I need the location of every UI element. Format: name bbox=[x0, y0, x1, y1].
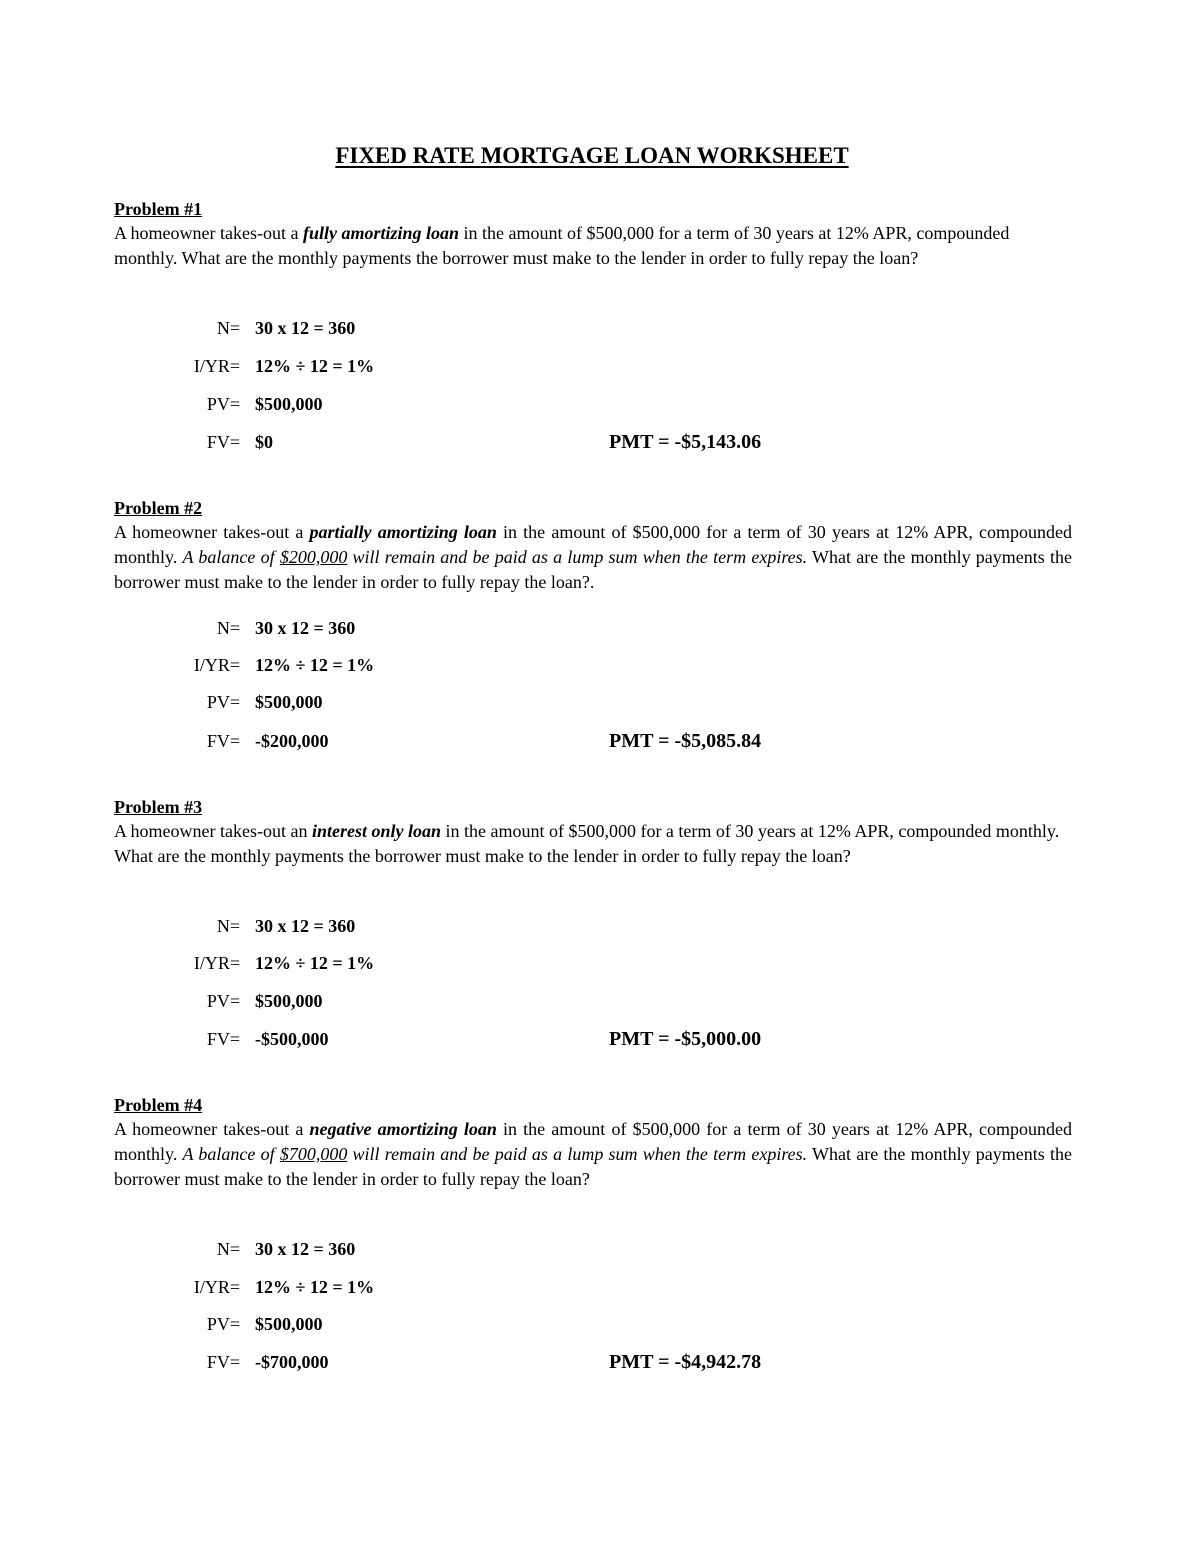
pmt-result: PMT = -$4,942.78 bbox=[609, 1351, 762, 1373]
calc-value: 12% ÷ 12 = 1% bbox=[255, 953, 375, 973]
problem-4 bbox=[114, 1093, 1072, 1192]
calc-label: FV= bbox=[206, 731, 240, 751]
problem-heading: Problem #4 bbox=[114, 1095, 203, 1115]
loan-type: fully amortizing loan bbox=[302, 223, 459, 243]
calc-row-pv bbox=[0, 1314, 1200, 1344]
calc-label: PV= bbox=[206, 692, 240, 712]
calc-row-fv bbox=[0, 1029, 1200, 1059]
problem-3 bbox=[114, 795, 1072, 869]
calc-label: FV= bbox=[206, 1029, 240, 1049]
calc-row-iyr bbox=[0, 655, 1200, 685]
calc-value: $500,000 bbox=[255, 394, 323, 414]
calc-label: N= bbox=[216, 618, 240, 638]
problem-heading: Problem #3 bbox=[114, 797, 203, 817]
calc-row-pv bbox=[0, 394, 1200, 424]
pmt-result: PMT = -$5,085.84 bbox=[609, 730, 762, 752]
problem-text: A homeowner takes-out a partially amortizing loan in the amount of $500,000 for a term of 30 years at 12% APR, compounded monthly. A balance of $200,000 will remain and be paid as a lump sum when the term expires. What are the monthly payments the borrower must make to the lender in order to fully repay the loan?. bbox=[114, 522, 1072, 592]
loan-type: partially amortizing loan bbox=[309, 522, 497, 542]
calc-value: 12% ÷ 12 = 1% bbox=[255, 1277, 375, 1297]
calc-row-iyr bbox=[0, 356, 1200, 386]
calc-value: 30 x 12 = 360 bbox=[255, 318, 356, 338]
calc-row-fv bbox=[0, 1352, 1200, 1382]
loan-type: interest only loan bbox=[311, 821, 441, 841]
balance-amount: $200,000 bbox=[279, 547, 348, 567]
calc-label: N= bbox=[216, 916, 240, 936]
calc-value: 30 x 12 = 360 bbox=[255, 618, 356, 638]
calc-value: -$200,000 bbox=[255, 731, 329, 751]
calc-row-fv bbox=[0, 731, 1200, 761]
calc-value: 30 x 12 = 360 bbox=[255, 1239, 356, 1259]
pmt-result: PMT = -$5,000.00 bbox=[609, 1028, 762, 1050]
calc-row-n bbox=[0, 1239, 1200, 1269]
problem-text: A homeowner takes-out an interest only loan in the amount of $500,000 for a term of 30 years at 12% APR, compounded monthly. What are the monthly payments the borrower must make to the lender in order to fully repay the loan? bbox=[114, 821, 1060, 866]
calc-value: 12% ÷ 12 = 1% bbox=[255, 356, 375, 376]
calc-value: $500,000 bbox=[255, 991, 323, 1011]
calc-row-pv bbox=[0, 991, 1200, 1021]
calc-value: 30 x 12 = 360 bbox=[255, 916, 356, 936]
page-title: FIXED RATE MORTGAGE LOAN WORKSHEET bbox=[335, 143, 849, 168]
calc-value: $0 bbox=[255, 432, 273, 452]
problem-1 bbox=[114, 197, 1072, 271]
problem-text: A homeowner takes-out a negative amortizing loan in the amount of $500,000 for a term of 30 years at 12% APR, compounded monthly. A balance of $700,000 will remain and be paid as a lump sum when the term expires. What are the monthly payments the borrower must make to the lender in order to fully repay the loan? bbox=[114, 1119, 1072, 1189]
calc-label: N= bbox=[216, 1239, 240, 1259]
calc-row-n bbox=[0, 618, 1200, 648]
problem-heading: Problem #2 bbox=[114, 498, 203, 518]
calc-label: PV= bbox=[206, 394, 240, 414]
calc-label: I/YR= bbox=[193, 1277, 240, 1297]
problem-heading: Problem #1 bbox=[114, 199, 203, 219]
calc-label: FV= bbox=[206, 1352, 240, 1372]
problem-text: A homeowner takes-out a fully amortizing loan in the amount of $500,000 for a term of 30 years at 12% APR, compounded monthly. What are the monthly payments the borrower must make to the lender in order to fully repay the loan? bbox=[114, 223, 1010, 268]
calc-label: N= bbox=[216, 318, 240, 338]
calc-label: I/YR= bbox=[193, 356, 240, 376]
calc-value: -$700,000 bbox=[255, 1352, 329, 1372]
calc-row-n bbox=[0, 318, 1200, 348]
loan-type: negative amortizing loan bbox=[309, 1119, 497, 1139]
pmt-result: PMT = -$5,143.06 bbox=[609, 431, 762, 453]
calc-value: -$500,000 bbox=[255, 1029, 329, 1049]
problem-2 bbox=[114, 496, 1072, 595]
calc-row-n bbox=[0, 916, 1200, 946]
calc-row-iyr bbox=[0, 1277, 1200, 1307]
balance-amount: $700,000 bbox=[279, 1144, 348, 1164]
calc-label: FV= bbox=[206, 432, 240, 452]
calc-row-fv bbox=[0, 432, 1200, 462]
calc-label: PV= bbox=[206, 991, 240, 1011]
calc-row-iyr bbox=[0, 953, 1200, 983]
calc-value: $500,000 bbox=[255, 1314, 323, 1334]
calc-label: I/YR= bbox=[193, 655, 240, 675]
calc-value: 12% ÷ 12 = 1% bbox=[255, 655, 375, 675]
calc-label: I/YR= bbox=[193, 953, 240, 973]
calc-value: $500,000 bbox=[255, 692, 323, 712]
calc-label: PV= bbox=[206, 1314, 240, 1334]
calc-row-pv bbox=[0, 692, 1200, 722]
